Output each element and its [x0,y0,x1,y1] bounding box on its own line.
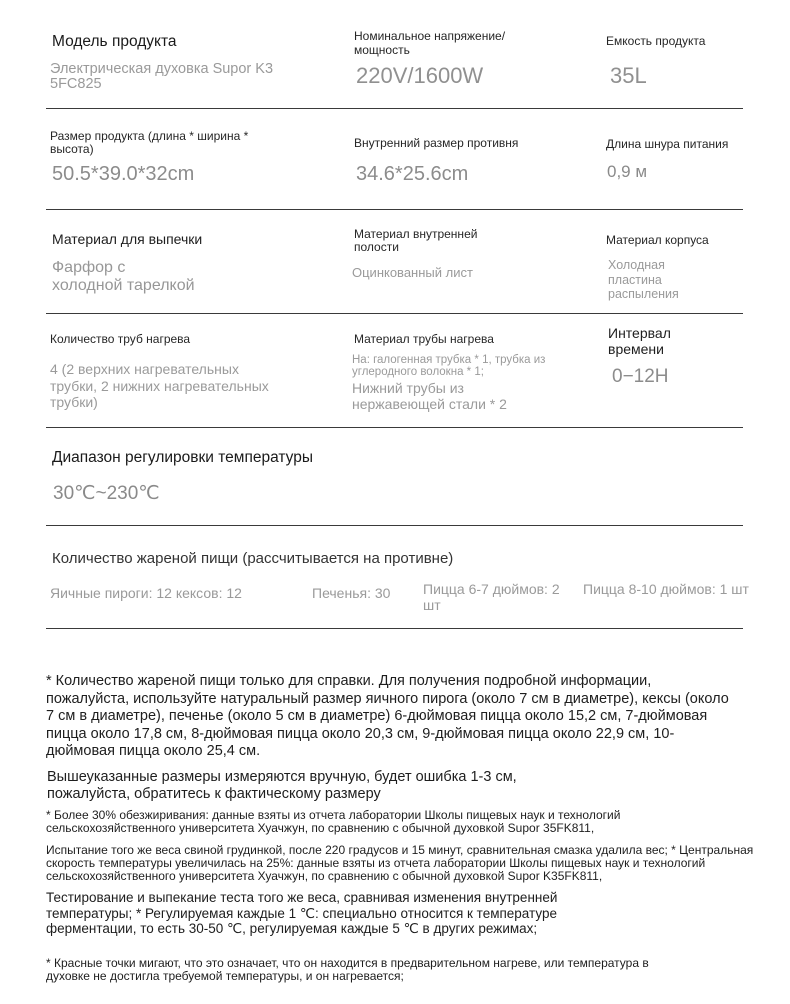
heating-tubes-value: 4 (2 верхних нагревательных трубки, 2 нижних нагревательных трубки) [50,361,269,410]
food-quantity-item: Яичные пироги: 12 кексов: 12 [50,585,242,601]
model-label: Модель продукта [52,33,177,50]
bake-material-value-line1: Фарфор с [52,259,126,276]
cord-length-label: Длина шнура питания [606,137,729,151]
food-quantity-item: Печенья: 30 [312,585,391,601]
bake-material-value-line2: холодной тарелкой [52,277,195,294]
footnote-degreasing: * Более 30% обезжиривания: данные взяты из отчета лаборатории Школы пищевых наук и технологий сельскохозяйственного университета Хуачжун, по сравнению с обычной духовкой Supor 35FK811, [46,808,621,835]
capacity-label: Емкость продукта [606,34,706,48]
divider-3 [46,313,743,314]
divider-4 [46,427,743,428]
footnote-temperature-step: Тестирование и выпекание теста того же веса, сравнивая изменения внутренней температуры; * Регулируемая каждые 1 ℃: специально относится к температуре ферментации, то есть 30-50 ℃, регулируемая каждые 5 ℃ в других режимах; [46,890,558,936]
food-quantity-item: Пицца 6-7 дюймов: 2 шт [423,581,560,613]
voltage-value: 220V/1600W [356,63,484,88]
tube-material-value-top: На: галогенная трубка * 1, трубка из углеродного волокна * 1; [352,354,546,378]
body-material-value: Холодная пластина распыления [608,258,679,301]
voltage-label: Номинальное напряжение/ мощность [354,29,506,57]
temperature-range-value: 30℃~230℃ [53,483,160,504]
pan-size-value: 34.6*25.6cm [356,163,469,185]
cavity-material-value: Оцинкованный лист [352,265,473,280]
divider-5 [46,525,743,526]
cavity-material-label: Материал внутренней полости [354,227,478,254]
temperature-range-label: Диапазон регулировки температуры [52,449,313,466]
footnote-red-dots: * Красные точки мигают, что это означает, что он находится в предварительном нагреве, или температура в духовке не достигла требуемой температуры, и он нагревается; [46,956,649,983]
divider-6 [46,628,743,629]
timer-label: Интервал времени [608,325,671,357]
tube-material-label: Материал трубы нагрева [354,332,494,346]
capacity-value: 35L [610,63,647,88]
size-label: Размер продукта (длина * ширина * высота) [50,129,249,156]
body-material-label: Материал корпуса [606,233,709,247]
food-quantity-item: Пицца 8-10 дюймов: 1 шт [583,581,749,597]
divider-2 [46,209,743,210]
footnote-quantity: * Количество жареной пищи только для справки. Для получения подробной информации, пожалуйста, используйте натуральный размер яичного пирога (около 7 см в диаметре), кексы (около 7 см в диаметре), печенье (около 5 см в диаметре) 6-дюймовая пицца около 15,2 см, 7-дюймовая пицца около 17,8 см, 8-дюймовая пицца около 20,3 см, 9-дюймовая пицца около 22,9 см, 10-дюймовая пицца около 25,4 см. [46,673,729,759]
footnote-temperature-speed: Испытание того же веса свиной грудинкой, после 220 градусов и 15 минут, сравнительная смазка удалила вес; * Центральная скорость температуры увеличилась на 25%: данные взяты из отчета лаборатории Школы пищевых наук и технологий сельскохозяйственного университета Хуачжун, по сравнению с обычной духовкой Supor K35FK811, [46,843,754,883]
size-value: 50.5*39.0*32cm [52,163,195,185]
footnote-measurement: Вышеуказанные размеры измеряются вручную, будет ошибка 1-3 см, пожалуйста, обратитесь к фактическому размеру [47,769,517,802]
heating-tubes-label: Количество труб нагрева [50,332,191,346]
bake-material-label: Материал для выпечки [52,231,203,247]
divider-1 [46,108,743,109]
model-value: Электрическая духовка Supor K3 5FC825 [50,61,274,92]
timer-value: 0−12H [612,366,669,387]
pan-size-label: Внутренний размер противня [354,136,519,150]
cord-length-value: 0,9 м [607,162,648,181]
tube-material-value-bottom: Нижний трубы из нержавеющей стали * 2 [352,380,507,412]
food-quantity-label: Количество жареной пищи (рассчитывается на противне) [52,550,454,567]
